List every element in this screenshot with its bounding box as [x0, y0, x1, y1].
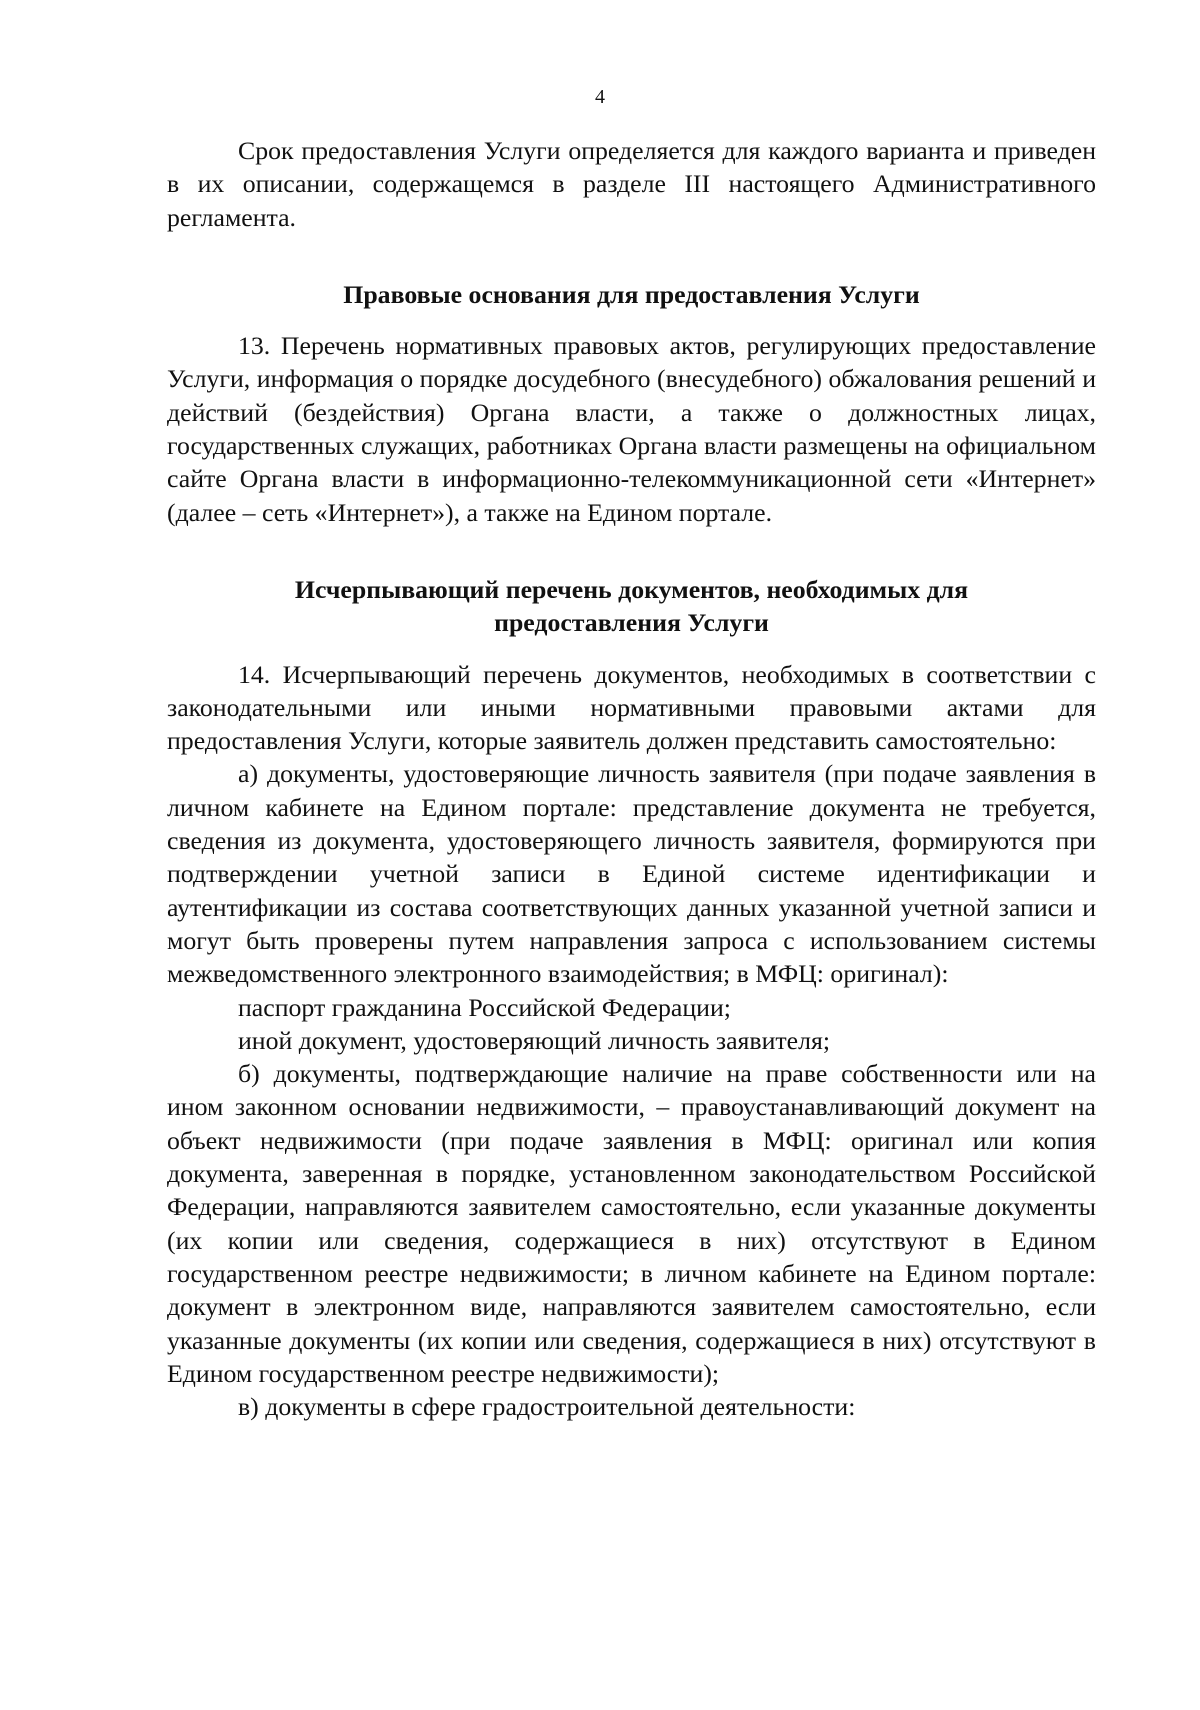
paragraph-14: 14. Исчерпывающий перечень документов, необходимых в соответствии с законодательными или иными нормативными правовыми актами для предоставления Услуги, которые заявитель должен представить самостоятельно: — [167, 659, 1096, 756]
spacer — [167, 640, 1096, 658]
paragraph-13: 13. Перечень нормативных правовых актов, регулирующих предоставление Услуги, информация о порядке досудебного (внесудебного) обжалования решений и действий (бездействия) Органа власти, а также о должностных лицах, государственных служащих, работниках Органа власти размещены на официальном сайте Органа власти в информационно-телекоммуникационной сети «Интернет» (далее – сеть «Интернет»), а также на Едином портале. — [167, 331, 1096, 527]
spacer — [167, 311, 1096, 329]
paragraph-14b: б) документы, подтверждающие наличие на праве собственности или на ином законном основании недвижимости, – правоустанавливающий документ на объект недвижимости (при подаче заявления в МФЦ: оригинал или копия документа, заверенная в порядке, установленном законодательством Российской Федерации, направляются заявителем самостоятельно, если указанные документы (их копии или сведения, содержащиеся в них) отсутствуют в Едином государственном реестре недвижимости; в личном кабинете на Едином портале: документ в электронном виде, направляются заявителем самостоятельно, если указанные документы (их копии или сведения, содержащиеся в них) отсутствуют в Едином государственном реестре недвижимости); — [167, 1059, 1096, 1388]
spacer — [167, 234, 1096, 278]
list-item-passport: паспорт гражданина Российской Федерации; — [238, 992, 731, 1022]
list-item-other-id: иной документ, удостоверяющий личность заявителя; — [238, 1025, 831, 1055]
page-number: 4 — [595, 86, 605, 108]
paragraph-service-term: Срок предоставления Услуги определяется для каждого варианта и приведен в их описании, содержащемся в разделе III настоящего Административного регламента. — [167, 136, 1096, 232]
paragraph-14v: в) документы в сфере градостроительной деятельности: — [238, 1392, 856, 1422]
paragraph-14a: а) документы, удостоверяющие личность заявителя (при подаче заявления в личном кабинете на Едином портале: представление документа не требуется, сведения из документа, удостоверяющего личность заявителя, формируются при подтверждении учетной записи в Единой системе идентификации и аутентификации из состава соответствующих данных указанной учетной записи и могут быть проверены путем направления запроса с использованием системы межведомственного электронного взаимодействия; в МФЦ: оригинал): — [167, 759, 1096, 989]
spacer — [167, 529, 1096, 573]
section-heading-legal-basis: Правовые основания для предоставления Услуги — [343, 279, 920, 309]
document-body — [167, 134, 1096, 1423]
section-heading-documents-list: Исчерпывающий перечень документов, необходимых для предоставления Услуги — [294, 574, 969, 638]
